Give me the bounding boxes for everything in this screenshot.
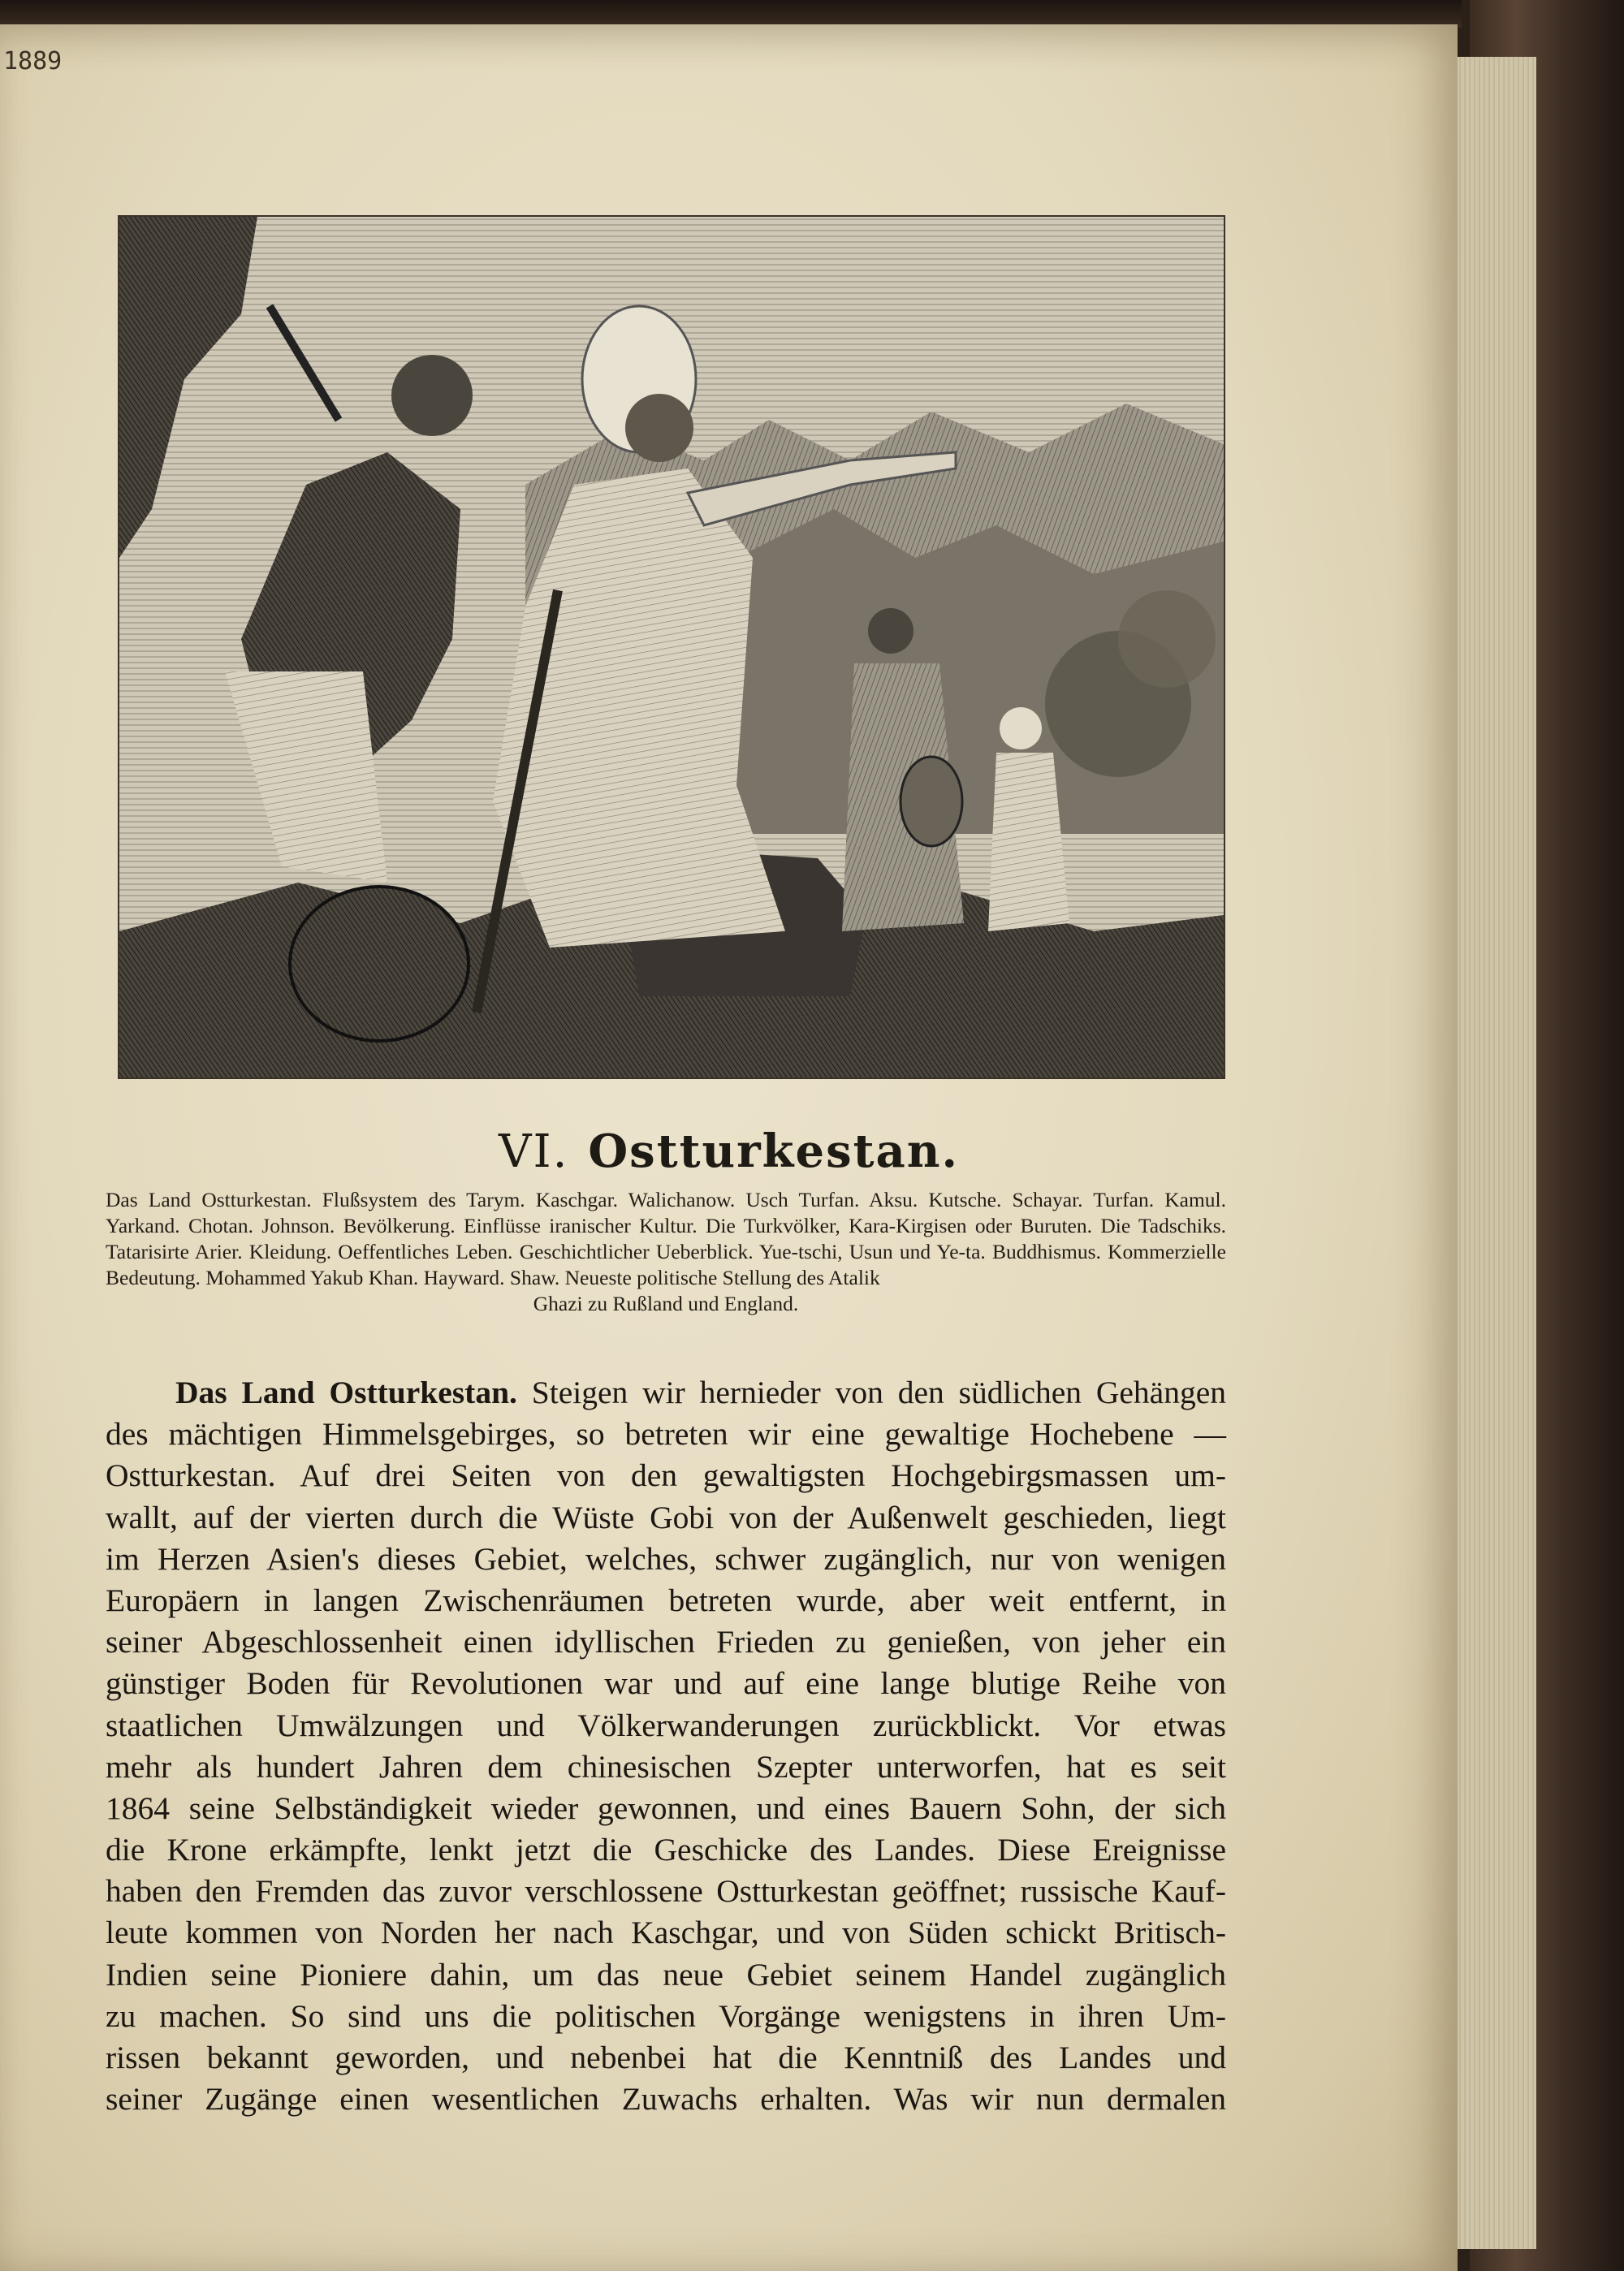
body-text [106, 1372, 1226, 2120]
chapter-summary [106, 1187, 1226, 1317]
body-line: Europäern in langen Zwischenräumen betreten wurde, aber weit entfernt, in [106, 1582, 1226, 1618]
page-stack-edges [1445, 57, 1536, 2249]
chapter-heading [0, 1125, 1458, 1178]
engraving-illustration [118, 215, 1225, 1079]
body-line: staatlichen Umwälzungen und Völkerwanderungen zurückblickt. Vor etwas [106, 1707, 1226, 1743]
corner-mark: 1889 [3, 47, 63, 76]
body-line: des mächtigen Himmelsgebirges, so betreten wir eine gewaltige Hochebene — [106, 1416, 1226, 1453]
body-line: rissen bekannt geworden, und nebenbei hat die Kenntniß des Landes und [106, 2040, 1226, 2075]
body-line: leute kommen von Norden her nach Kaschgar, und von Süden schickt Britisch- [106, 1915, 1226, 1951]
body-line: wallt, auf der vierten durch die Wüste Gobi von der Außenwelt geschieden, liegt [106, 1499, 1226, 1535]
book-page [0, 24, 1458, 2271]
book-top-edge [0, 0, 1462, 28]
body-lead: Das Land Ostturkestan. [175, 1375, 517, 1410]
body-line: seiner Zugänge einen wesentlichen Zuwachs erhalten. Was wir nun dermalen [106, 2081, 1226, 2118]
body-line: Das Land Ostturkestan. Steigen wir hernieder von den südlichen Gehängen [175, 1375, 1226, 1410]
body-line: seiner Abgeschlossenheit einen idyllischen Frieden zu genießen, von jeher ein [106, 1624, 1226, 1660]
body-line: im Herzen Asien's dieses Gebiet, welches, schwer zugänglich, nur von wenigen [106, 1540, 1226, 1577]
engraving-men-on-mountain-pointing-icon [119, 217, 1224, 1077]
body-line: zu machen. So sind uns die politischen Vorgänge wenigstens in ihren Um- [106, 1997, 1226, 2034]
body-line: günstiger Boden für Revolutionen war und auf eine lange blutige Reihe von [106, 1665, 1226, 1702]
body-line: Ostturkestan. Auf drei Seiten von den gewaltigsten Hochgebirgsmassen um- [106, 1457, 1226, 1494]
summary-last-line: Ghazi zu Rußland und England. [533, 1292, 799, 1315]
chapter-title: Ostturkestan. [588, 1125, 959, 1178]
chapter-number: VI. [499, 1125, 569, 1178]
body-line: 1864 seine Selbständigkeit wieder gewonnen, und eines Bauern Sohn, der sich [106, 1790, 1226, 1826]
body-line: die Krone erkämpfte, lenkt jetzt die Geschicke des Landes. Diese Ereignisse [106, 1832, 1226, 1868]
body-line: mehr als hundert Jahren dem chinesischen Szepter unterworfen, hat es seit [106, 1748, 1226, 1785]
summary-text: Das Land Ostturkestan. Flußsystem des Tarym. Kaschgar. Walichanow. Usch Turfan. Aksu. Kutsche. Schayar. Turfan. Kamul. Yarkand. Chotan. Johnson. Bevölkerung. Einflüsse iranischer Kultur. Die Turkvölker, Kara-Kirgisen oder Buruten. Die Tadschiks. Tatarisirte Arier. Kleidung. Oeffentliches Leben. Geschichtlicher Ueberblick. Yue-tschi, Usun und Ye-ta. Buddhismus. Kommerzielle Bedeutung. Mohammed Yakub Khan. Hayward. Shaw. Neueste politische Stellung des Atalik [106, 1188, 1226, 1289]
body-line: Indien seine Pioniere dahin, um das neue Gebiet seinem Handel zugänglich [106, 1956, 1226, 1993]
body-line: haben den Fremden das zuvor verschlossene Ostturkestan geöffnet; russische Kauf- [106, 1873, 1226, 1910]
